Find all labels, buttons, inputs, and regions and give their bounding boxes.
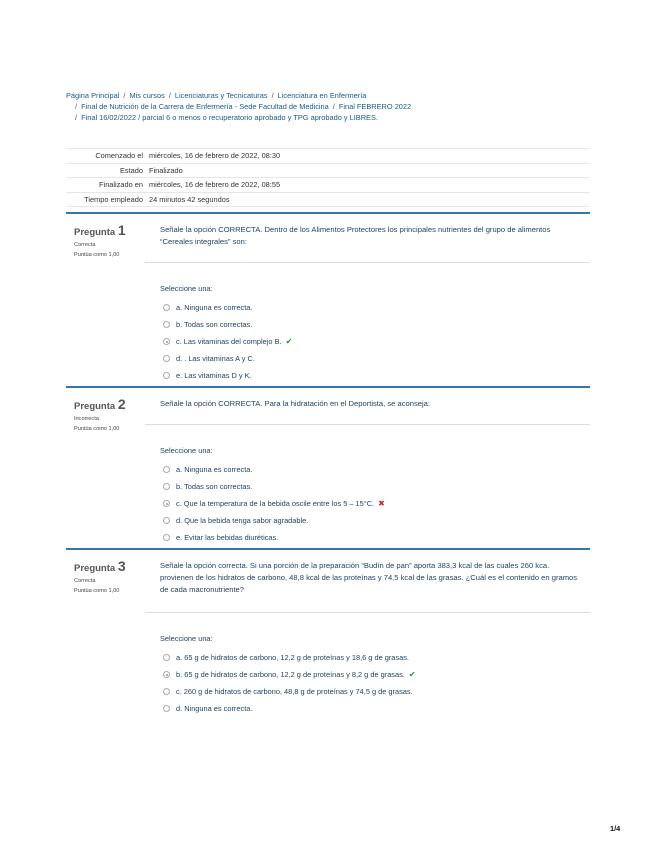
answer-option[interactable] (160, 512, 580, 529)
breadcrumb-my-courses-link[interactable]: Mis cursos (129, 91, 165, 100)
answer-option[interactable] (160, 495, 580, 512)
question-divider (145, 612, 590, 613)
answer-option[interactable] (160, 478, 580, 495)
breadcrumb-separator: / (168, 91, 171, 100)
answer-prompt: Seleccione una: (160, 634, 213, 643)
breadcrumb-home-link[interactable]: Página Principal (66, 91, 120, 100)
answer-option-text: c. Las vitaminas del complejo B. (176, 337, 282, 346)
page-number: 1/4 (610, 824, 621, 833)
answer-option-text: a. 65 g de hidratos de carbono, 12,2 g de proteínas y 18,6 g de grasas. (176, 653, 409, 662)
radio-button[interactable] (163, 705, 170, 712)
radio-button-selected[interactable] (163, 500, 170, 507)
summary-row (66, 192, 590, 207)
answer-block (160, 634, 580, 717)
answer-option[interactable] (160, 299, 580, 316)
answer-option-text: d. Ninguna es correcta. (176, 704, 253, 713)
question-text: Señale la opción CORRECTA. Para la hidratación en el Deportista, se aconseja: (160, 399, 431, 408)
answer-option[interactable] (160, 461, 580, 478)
answer-option[interactable] (160, 529, 580, 546)
question-number: 2 (117, 396, 126, 412)
question-grade: Puntúa como 1,00 (74, 426, 120, 432)
summary-label: Comenzado el (66, 149, 146, 164)
breadcrumb-quiz-link[interactable]: Final 16/02/2022 / parcial 6 o menos o recuperatorio aprobado y TPG aprobado y LIBRES. (81, 113, 378, 122)
radio-button[interactable] (163, 321, 170, 328)
answer-option[interactable] (160, 700, 580, 717)
question-title-word: Pregunta (74, 401, 116, 412)
question-state: Incorrecta (74, 416, 99, 422)
breadcrumb (66, 90, 606, 123)
question-divider (145, 262, 590, 263)
answer-option-text: e. Las vitaminas D y K. (176, 371, 252, 380)
answer-option-text: a. Ninguna es correcta. (176, 465, 253, 474)
radio-button[interactable] (163, 466, 170, 473)
breadcrumb-separator: / (123, 91, 126, 100)
answer-option[interactable] (160, 316, 580, 333)
question-number: 3 (117, 558, 126, 574)
summary-label: Finalizado en (66, 178, 146, 193)
question-info (74, 222, 150, 258)
summary-label: Tiempo empleado (66, 192, 146, 207)
question-divider (145, 424, 590, 425)
question-title-word: Pregunta (74, 227, 116, 238)
answer-option-text: b. Todas son correctas. (176, 320, 253, 329)
cross-icon: ✖ (378, 499, 385, 508)
summary-value: miércoles, 16 de febrero de 2022, 08:30 (146, 149, 590, 164)
radio-button-selected[interactable] (163, 338, 170, 345)
question-title (74, 558, 150, 574)
radio-button[interactable] (163, 355, 170, 362)
radio-button-selected[interactable] (163, 671, 170, 678)
answer-option-text: c. 260 g de hidratos de carbono, 48,8 g de proteínas y 74,5 g de grasas. (176, 687, 413, 696)
answer-option-text: e. Evitar las bebidas diuréticas. (176, 533, 279, 542)
breadcrumb-separator: / (271, 91, 274, 100)
summary-row (66, 149, 590, 164)
question-grade: Puntúa como 1,00 (74, 588, 120, 594)
radio-button[interactable] (163, 483, 170, 490)
summary-label: Estado (66, 163, 146, 178)
radio-button[interactable] (163, 517, 170, 524)
breadcrumb-nursing-link[interactable]: Licenciatura en Enfermería (277, 91, 367, 100)
question-1 (66, 212, 590, 384)
summary-value: miércoles, 16 de febrero de 2022, 08:55 (146, 178, 590, 193)
question-state: Correcta (74, 242, 96, 248)
question-text: Señale la opción correcta. Si una porción de la preparación “Budín de pan” aporta 383,3 kcal de las cuales 260 kca. provienen de los hidratos de carbono, 48,8 kcal de las proteínas y 74,5 kcal de las grasas. ¿Cuál es el contenido en gramos de cada macronutriente? (160, 561, 578, 594)
answer-block (160, 284, 580, 384)
question-2 (66, 386, 590, 546)
question-number: 1 (117, 222, 126, 238)
radio-button[interactable] (163, 534, 170, 541)
radio-button[interactable] (163, 654, 170, 661)
question-title (74, 396, 150, 412)
answer-option[interactable] (160, 683, 580, 700)
summary-row (66, 163, 590, 178)
question-title (74, 222, 150, 238)
attempt-summary-table (66, 148, 590, 207)
answer-option[interactable] (160, 666, 580, 683)
check-icon: ✔ (408, 670, 416, 679)
question-title-word: Pregunta (74, 563, 116, 574)
summary-row (66, 178, 590, 193)
answer-option-text: b. Todas son correctas. (176, 482, 253, 491)
answer-option[interactable] (160, 367, 580, 384)
breadcrumb-section-link[interactable]: Final FEBRERO 2022 (338, 102, 412, 111)
question-grade: Puntúa como 1,00 (74, 252, 120, 258)
answer-option-text: c. Que la temperatura de la bebida oscile entre los 5 – 15°C. (176, 499, 375, 508)
breadcrumb-degrees-link[interactable]: Licenciaturas y Tecnicaturas (174, 91, 268, 100)
summary-value: Finalizado (146, 163, 590, 178)
radio-button[interactable] (163, 688, 170, 695)
breadcrumb-course-link[interactable]: Final de Nutrición de la Carrera de Enfermería - Sede Facultad de Medicina (81, 102, 329, 111)
answer-option-text: a. Ninguna es correcta. (176, 303, 253, 312)
breadcrumb-separator: / (75, 102, 78, 111)
answer-prompt: Seleccione una: (160, 284, 213, 293)
breadcrumb-line-3 (66, 112, 606, 123)
answer-block (160, 446, 580, 546)
breadcrumb-separator: / (332, 102, 335, 111)
answer-option[interactable] (160, 333, 580, 350)
answer-option-text: d. Que la bebida tenga sabor agradable. (176, 516, 309, 525)
question-info (74, 558, 150, 594)
question-state: Correcta (74, 578, 96, 584)
check-icon: ✔ (285, 337, 293, 346)
answer-option[interactable] (160, 649, 580, 666)
summary-value: 24 minutos 42 segundos (146, 192, 590, 207)
breadcrumb-line-2 (66, 101, 606, 112)
answer-option-text: b. 65 g de hidratos de carbono, 12,2 g de proteínas y 8,2 g de grasas. (176, 670, 405, 679)
question-text: Señale la opción CORRECTA. Dentro de los Alimentos Protectores los principales nutrientes del grupo de alimentos “Cereales integrales” son: (160, 225, 551, 246)
question-3 (66, 548, 590, 718)
radio-button[interactable] (163, 372, 170, 379)
breadcrumb-separator: / (75, 113, 78, 122)
breadcrumb-line-1 (66, 90, 606, 101)
answer-prompt: Seleccione una: (160, 446, 213, 455)
radio-button[interactable] (163, 304, 170, 311)
answer-option[interactable] (160, 350, 580, 367)
answer-option-text: d. . Las vitaminas A y C. (176, 354, 255, 363)
question-info (74, 396, 150, 432)
